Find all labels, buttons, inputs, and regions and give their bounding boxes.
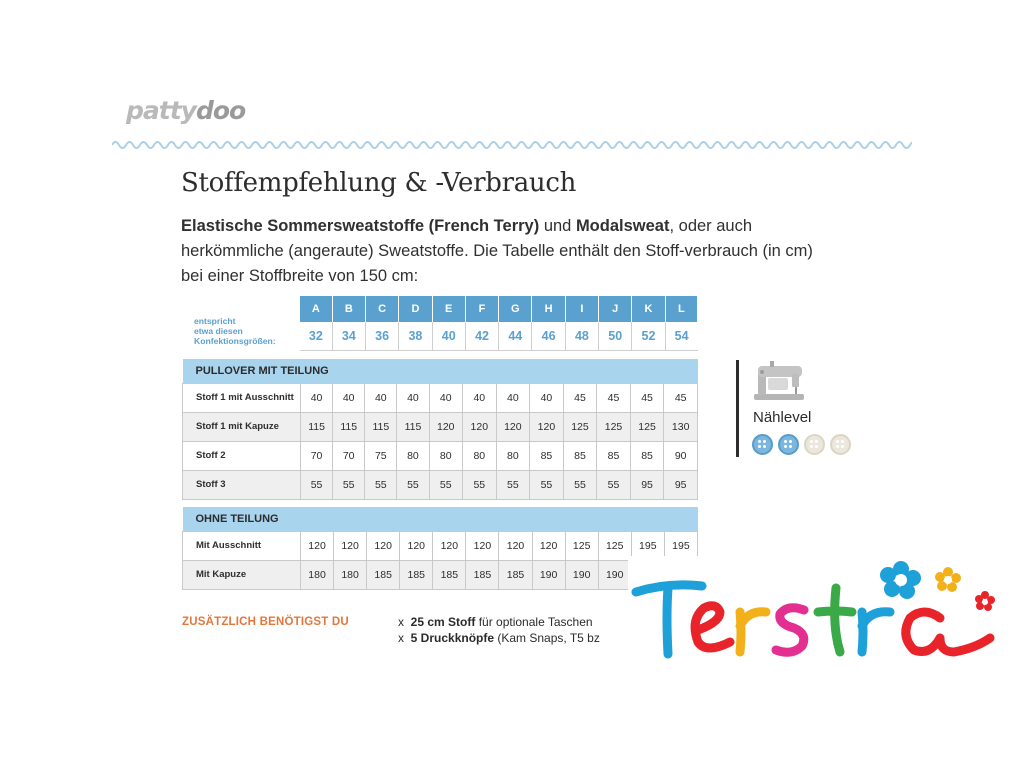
size-letter: F — [465, 296, 498, 322]
size-number: 52 — [632, 322, 665, 350]
section-title: OHNE TEILUNG — [183, 507, 698, 531]
table-cell: 115 — [365, 412, 397, 441]
table-cell: 80 — [463, 441, 497, 470]
page-title: Stoffempfehlung & -Verbrauch — [181, 168, 577, 198]
table-cell: 55 — [429, 470, 463, 499]
extra-list — [398, 614, 630, 646]
size-number: 44 — [499, 322, 532, 350]
letter-r — [740, 612, 766, 652]
row-label: Stoff 1 mit Kapuze — [183, 412, 301, 441]
level-buttons — [752, 434, 851, 455]
table-cell: 120 — [433, 531, 466, 560]
size-letter: D — [399, 296, 432, 322]
size-number: 46 — [532, 322, 565, 350]
size-label: entspricht etwa diesen Konfektionsgrößen: — [194, 316, 276, 346]
table-cell: 40 — [365, 383, 397, 412]
table-cell: 45 — [664, 383, 698, 412]
extra-label: ZUSÄTZLICH BENÖTIGST DU — [182, 616, 349, 628]
table-cell: 125 — [597, 412, 631, 441]
row-label: Mit Ausschnitt — [183, 531, 301, 560]
size-number: 40 — [432, 322, 465, 350]
table-cell: 190 — [565, 560, 598, 589]
letter-e — [695, 606, 730, 648]
table-cell: 125 — [563, 412, 597, 441]
table-cell: 40 — [463, 383, 497, 412]
letter-r2 — [862, 612, 890, 652]
table-cell: 130 — [664, 412, 698, 441]
size-letter-row — [182, 296, 698, 322]
size-letter: B — [332, 296, 365, 322]
table-row — [183, 560, 698, 589]
pullover-mit-teilung-table — [182, 359, 698, 500]
table-cell: 85 — [597, 441, 631, 470]
table-cell: 40 — [333, 383, 365, 412]
table-cell: 55 — [597, 470, 631, 499]
table-cell: 80 — [397, 441, 429, 470]
table-cell: 85 — [530, 441, 564, 470]
table-cell: 115 — [333, 412, 365, 441]
table-cell: 120 — [334, 531, 367, 560]
table-cell: 120 — [367, 531, 400, 560]
table-cell: 55 — [496, 470, 530, 499]
size-number: 32 — [300, 322, 332, 350]
ohne-teilung-table — [182, 507, 698, 590]
size-letter: E — [432, 296, 465, 322]
level-button-icon — [804, 434, 825, 455]
size-letter: C — [365, 296, 398, 322]
table-cell: 85 — [630, 441, 664, 470]
table-cell: 70 — [301, 441, 333, 470]
table-cell: 180 — [334, 560, 367, 589]
table-cell: 120 — [496, 412, 530, 441]
table-cell: 125 — [565, 531, 598, 560]
flower-blue-icon — [880, 561, 921, 599]
level-label: Nählevel — [753, 409, 812, 426]
size-letter: L — [665, 296, 697, 322]
table-cell: 80 — [429, 441, 463, 470]
table-cell: 40 — [397, 383, 429, 412]
intro-text: Elastische Sommersweatstoffe (French Terry) und Modalsweat, oder auch herkömmliche (angeraute) Sweatstoffe. Die Tabelle enthält den Stoff-verbrauch (in cm) bei einer Stoffbreite von 150 cm: — [181, 217, 813, 285]
size-number: 54 — [665, 322, 697, 350]
table-cell: 195 — [631, 531, 664, 560]
size-number: 48 — [565, 322, 598, 350]
table-cell: 95 — [664, 470, 698, 499]
table-cell: 195 — [664, 531, 697, 560]
level-button-icon — [830, 434, 851, 455]
size-number: 38 — [399, 322, 432, 350]
table-row — [183, 470, 698, 499]
row-label: Stoff 1 mit Ausschnitt — [183, 383, 301, 412]
row-label: Stoff 3 — [183, 470, 301, 499]
table-cell: 120 — [466, 531, 499, 560]
flower-yellow-icon — [935, 567, 961, 592]
table-cell: 185 — [466, 560, 499, 589]
table-cell: 55 — [530, 470, 564, 499]
flower-red-icon — [975, 591, 995, 611]
table-cell: 55 — [463, 470, 497, 499]
table-cell: 190 — [532, 560, 565, 589]
size-letter: A — [300, 296, 332, 322]
table-cell: 125 — [598, 531, 631, 560]
table-row — [183, 531, 698, 560]
letter-t2 — [818, 588, 852, 652]
table-cell: 125 — [630, 412, 664, 441]
table-cell: 75 — [365, 441, 397, 470]
row-label: Mit Kapuze — [183, 560, 301, 589]
table-cell: 115 — [397, 412, 429, 441]
table-cell: 120 — [463, 412, 497, 441]
extra-item: x 5 Druckknöpfe (Kam Snaps, T5 bz — [398, 631, 600, 645]
size-number: 50 — [599, 322, 632, 350]
table-cell: 45 — [563, 383, 597, 412]
level-button-icon — [778, 434, 799, 455]
table-cell: 85 — [563, 441, 597, 470]
table-cell: 40 — [530, 383, 564, 412]
section-title: PULLOVER MIT TEILUNG — [183, 359, 698, 383]
table-cell: 80 — [496, 441, 530, 470]
row-label: Stoff 2 — [183, 441, 301, 470]
table-cell: 185 — [400, 560, 433, 589]
size-letter: G — [499, 296, 532, 322]
wave-divider — [112, 138, 912, 152]
level-divider — [736, 360, 739, 457]
table-cell: 120 — [400, 531, 433, 560]
table-cell: 180 — [301, 560, 334, 589]
table-cell: 115 — [301, 412, 333, 441]
level-button-icon — [752, 434, 773, 455]
size-letter: K — [632, 296, 665, 322]
table-cell: 120 — [429, 412, 463, 441]
table-cell: 55 — [301, 470, 333, 499]
table-cell: 45 — [630, 383, 664, 412]
table-cell: 120 — [499, 531, 532, 560]
table-cell: 40 — [429, 383, 463, 412]
table-cell: 70 — [333, 441, 365, 470]
table-cell: 45 — [597, 383, 631, 412]
table-cell: 90 — [664, 441, 698, 470]
size-number: 36 — [365, 322, 398, 350]
extra-item: x 25 cm Stoff für optionale Taschen — [398, 615, 593, 629]
table-cell: 55 — [333, 470, 365, 499]
letter-s — [776, 608, 804, 653]
size-letter: H — [532, 296, 565, 322]
table-cell: 190 — [598, 560, 631, 589]
table-row — [183, 383, 698, 412]
table-cell: 40 — [301, 383, 333, 412]
table-cell: 185 — [499, 560, 532, 589]
table-row — [183, 441, 698, 470]
table-cell: 120 — [530, 412, 564, 441]
size-letter: I — [565, 296, 598, 322]
sewing-machine-icon — [752, 360, 806, 402]
table-cell: 185 — [433, 560, 466, 589]
size-number: 34 — [332, 322, 365, 350]
table-cell: 55 — [365, 470, 397, 499]
table-cell: 185 — [367, 560, 400, 589]
table-cell: 55 — [563, 470, 597, 499]
table-cell: 40 — [496, 383, 530, 412]
size-letter: J — [599, 296, 632, 322]
table-cell: 95 — [630, 470, 664, 499]
pattydoo-logo: pattydoo — [126, 96, 246, 125]
table-row — [183, 412, 698, 441]
size-number: 42 — [465, 322, 498, 350]
table-cell: 120 — [301, 531, 334, 560]
terstra-watermark — [628, 556, 1024, 668]
size-table — [182, 296, 698, 351]
table-cell: 120 — [532, 531, 565, 560]
letter-a — [906, 612, 990, 652]
table-cell: 55 — [397, 470, 429, 499]
